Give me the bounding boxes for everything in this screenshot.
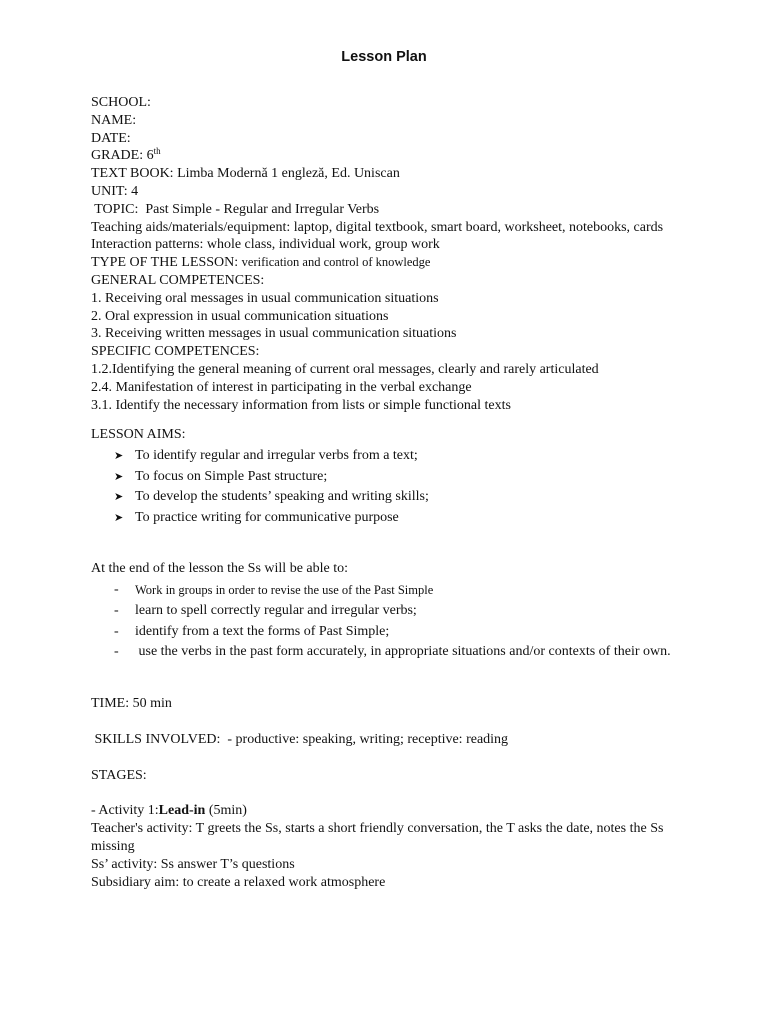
activity-1-students: Ss’ activity: Ss answer T’s questions (91, 856, 295, 872)
specific-competence-item: 3.1. Identify the necessary information from lists or simple functional texts (91, 397, 511, 413)
list-item: ➤ To identify regular and irregular verbs from a text; (114, 446, 691, 467)
dash-bullet: - (114, 623, 119, 639)
dash-bullet: - (114, 603, 119, 619)
name-line: NAME: (91, 112, 137, 128)
arrow-bullet-icon: ➤ (114, 470, 124, 483)
general-competence-item: 3. Receiving written messages in usual communication situations (91, 326, 457, 342)
skills-line: SKILLS INVOLVED: - productive: speaking, writing; receptive: reading (91, 731, 509, 747)
general-competence-item: 2. Oral expression in usual communication situations (91, 308, 389, 324)
document-title: Lesson Plan (341, 49, 427, 65)
outcomes-intro: At the end of the lesson the Ss will be able to: (91, 561, 349, 577)
document-body (91, 94, 691, 891)
specific-competence-item: 2.4. Manifestation of interest in participating in the verbal exchange (91, 379, 472, 395)
list-item: ➤ To focus on Simple Past structure; (114, 467, 691, 488)
specific-competence-item: 1.2.Identifying the general meaning of current oral messages, clearly and rarely articulated (91, 361, 599, 377)
textbook-line: TEXT BOOK: Limba Modernă 1 engleză, Ed. Uniscan (91, 166, 400, 182)
grade-line (91, 147, 691, 165)
lesson-type-value: verification and control of knowledge (241, 255, 431, 270)
list-item: - identify from a text the forms of Past Simple; (114, 622, 691, 643)
activity-1-aim: Subsidiary aim: to create a relaxed work atmosphere (91, 874, 386, 890)
teaching-aids-line: Teaching aids/materials/equipment: laptop, digital textbook, smart board, worksheet, notebooks, cards (91, 219, 664, 235)
grade-text: GRADE: 6 (91, 148, 154, 164)
activity-1-name: Lead-in (158, 803, 206, 819)
lesson-aims-list (91, 446, 691, 528)
general-competences-heading: GENERAL COMPETENCES: (91, 272, 265, 288)
lesson-type-line (91, 254, 691, 272)
arrow-bullet-icon: ➤ (114, 511, 124, 524)
list-item: - learn to spell correctly regular and irregular verbs; (114, 601, 691, 622)
unit-line: UNIT: 4 (91, 183, 139, 199)
list-item: - use the verbs in the past form accurately, in appropriate situations and/or contexts of their own. (114, 642, 675, 663)
specific-competences-heading: SPECIFIC COMPETENCES: (91, 344, 260, 360)
dash-bullet: - (114, 644, 119, 660)
lesson-type-label: TYPE OF THE LESSON: (91, 255, 242, 271)
lesson-aims-heading: LESSON AIMS: (91, 427, 186, 443)
outcomes-list (91, 580, 691, 663)
general-competence-item: 1. Receiving oral messages in usual communication situations (91, 290, 439, 306)
interaction-line: Interaction patterns: whole class, individual work, group work (91, 237, 440, 253)
school-line: SCHOOL: (91, 95, 151, 110)
time-line: TIME: 50 min (91, 695, 172, 711)
list-item: ➤ To develop the students’ speaking and writing skills; (114, 487, 691, 508)
stages-heading: STAGES: (91, 767, 147, 783)
topic-line: TOPIC: Past Simple - Regular and Irregular Verbs (91, 201, 380, 217)
arrow-bullet-icon: ➤ (114, 450, 124, 463)
list-item: - Work in groups in order to revise the use of the Past Simple (114, 580, 691, 602)
dash-bullet: - (114, 581, 119, 597)
arrow-bullet-icon: ➤ (114, 491, 124, 504)
date-line: DATE: (91, 130, 131, 146)
grade-superscript: th (153, 146, 161, 157)
activity-1-teacher: Teacher's activity: T greets the Ss, starts a short friendly conversation, the T asks the date, notes the Ss missing (91, 821, 664, 854)
activity-1-heading: - Activity 1:Lead-in (5min) (91, 803, 247, 819)
list-item: ➤ To practice writing for communicative purpose (114, 508, 691, 529)
